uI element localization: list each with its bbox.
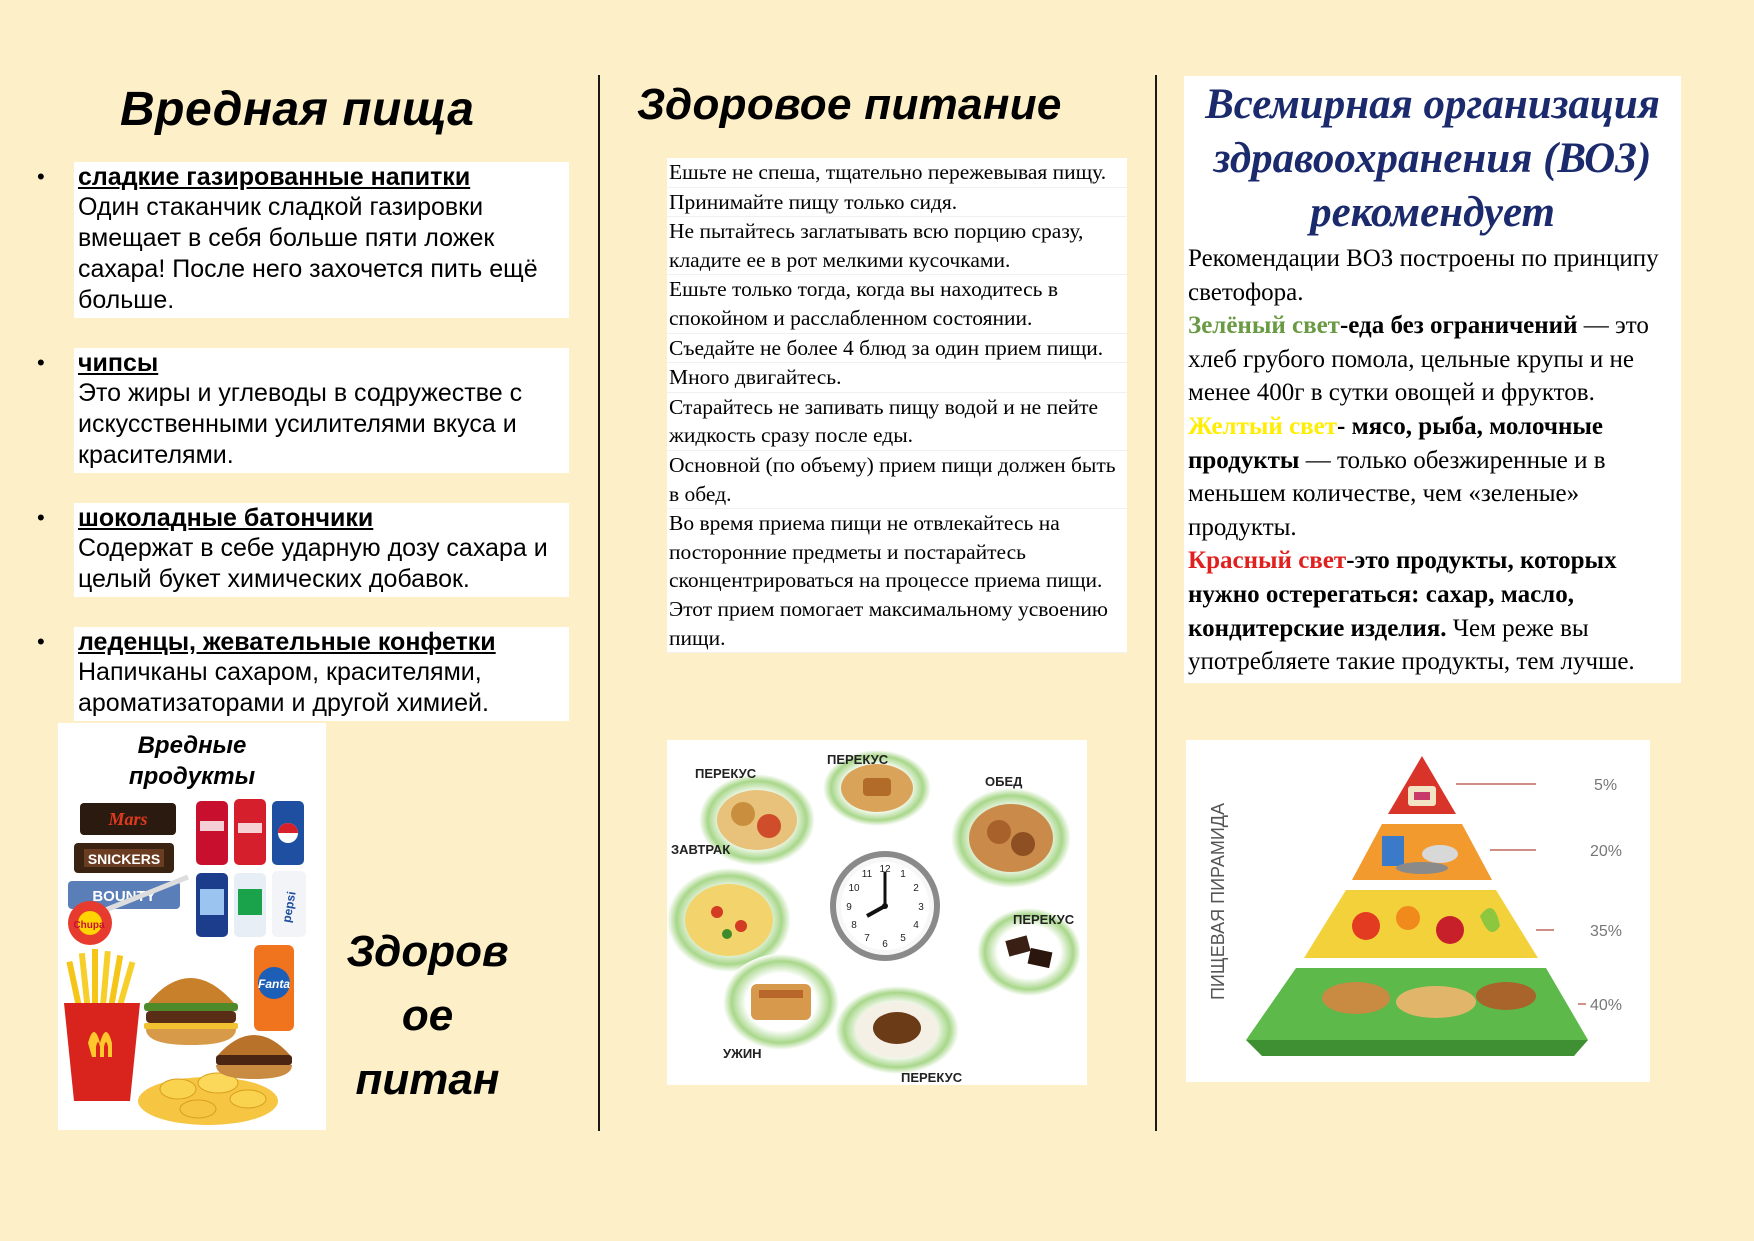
pyramid-percent: 5% [1594,777,1618,794]
meal-label: ОБЕД [985,774,1023,789]
svg-text:BOUNTY: BOUNTY [92,888,156,905]
pyramid-vegetables-level [1304,890,1538,958]
soda-can-icon [196,873,228,937]
item-description: Содержат в себе ударную дозу сахара и целый букет химических добавок. [78,534,548,593]
pyramid-protein-level [1352,824,1492,880]
who-title: Всемирная организация здравоохранения (ВОЗ) рекомендует [1205,81,1660,236]
title-fragment: ое [401,991,454,1040]
bullet: • [37,629,45,654]
item-description: Напичканы сахаром, красителями, ароматизаторами и другой химией. [78,658,489,717]
list-item [33,348,569,473]
title-fragment: Здоров [346,927,509,976]
bullet: • [37,164,45,189]
svg-text:8: 8 [851,920,857,931]
svg-text:SNICKERS: SNICKERS [87,851,161,867]
title-fragment: питан [355,1055,500,1104]
snickers-bar-icon [74,843,174,873]
dinner-plate-icon [723,954,839,1050]
list-item [33,162,569,318]
meal-schedule-illustration [667,740,1087,1085]
svg-text:12: 12 [879,864,891,875]
caption-line-2: продукты [128,763,256,790]
item-name: чипсы [78,349,159,377]
rule-item: Принимайте пищу только сидя. [667,188,1127,218]
soda-can-icon [234,873,266,937]
red-light-bold: -это продукты, которых нужно остерегаться: сахар, масло, кондитерские изделия. [1188,547,1617,642]
list-item [33,627,569,721]
rule-item: Ешьте только тогда, когда вы находитесь в спокойном и расслабленном состоянии. [667,275,1127,333]
pyramid-percent: 20% [1590,843,1623,860]
bullet: • [37,350,45,375]
item-name: леденцы, жевательные конфетки [78,628,496,656]
rule-item: Во время приема пищи не отвлекайтесь на посторонние предметы и постарайтесь сконцентрироваться на процессе приема пищи. Этот прием помогает максимальному усвоению пищи. [667,509,1127,653]
pyramid-top-level [1388,756,1456,814]
who-body [1184,240,1681,683]
svg-text:9: 9 [846,902,852,913]
svg-text:10: 10 [848,883,860,894]
fries-icon [64,949,140,1101]
eating-rules [667,158,1127,653]
meal-label: УЖИН [723,1046,762,1061]
column-divider-left [598,75,600,1131]
burger-icon [144,978,238,1045]
meal-label: ПЕРЕКУС [1013,912,1075,927]
burger-icon [216,1035,292,1079]
rule-item: Съедайте не более 4 блюд за один прием пищи. [667,334,1127,364]
list-item [33,503,569,597]
healthy-eating-vertical-title [340,920,515,1112]
yellow-light-text: — только обезжиренные и в меньшем количестве, чем «зеленые» продукты. [1188,446,1606,541]
green-light-label: Зелёный свет [1188,312,1340,340]
food-pyramid-image [1186,740,1650,1082]
item-description: Это жиры и углеводы в содружестве с искусственными усилителями вкуса и красителями. [78,379,523,469]
pyramid-percent: 35% [1590,923,1623,940]
svg-text:4: 4 [913,920,919,931]
red-light-text: Чем реже вы употребляете такие продукты, тем лучше. [1188,614,1635,676]
harmful-food-list [33,162,569,751]
caption-line-1: Вредные [137,732,247,759]
bullet: • [37,505,45,530]
svg-text:6: 6 [882,939,888,950]
pepsi-can-icon [272,871,306,937]
pyramid-side-label: ПИЩЕВАЯ ПИРАМИДА [1208,803,1228,1000]
column-divider-right [1155,75,1157,1131]
rule-item: Ешьте не спеша, тщательно пережевывая пищу. [667,158,1127,188]
item-name: шоколадные батончики [78,504,374,532]
item-description: Один стаканчик сладкой газировки вмещает в себя больше пяти ложек сахара! После него захочется пить ещё больше. [78,193,538,314]
green-light-text: — это хлеб грубого помола, цельные крупы и не менее 400г в сутки овощей и фруктов. [1188,312,1649,407]
svg-text:3: 3 [918,902,924,913]
rule-item: Не пытайтесь заглатывать всю порцию сразу, кладите ее в рот мелкими кусочками. [667,217,1127,275]
meal-label: ПЕРЕКУС [695,766,757,781]
svg-text:Fanta: Fanta [257,977,291,991]
meal-label: ПЕРЕКУС [827,752,889,767]
junk-food-caption [58,730,326,792]
meal-schedule-image [667,740,1087,1085]
meal-label: ПЕРЕКУС [901,1070,963,1085]
item-name: сладкие газированные напитки [78,163,471,191]
junk-food-illustration [58,793,326,1130]
food-pyramid-illustration [1186,740,1650,1082]
harmful-food-title: Вредная пища [120,83,475,136]
meal-label: ЗАВТРАК [671,842,731,857]
mars-bar-icon [80,803,176,835]
who-intro: Рекомендации ВОЗ построены по принципу светофора. [1188,245,1659,306]
green-light-bold: -еда без ограничений [1339,312,1578,340]
healthy-eating-title: Здоровое питание [637,80,1062,129]
fanta-can-icon [254,945,294,1031]
rule-item: Много двигайтесь. [667,363,1127,393]
svg-text:pepsi: pepsi [279,890,299,924]
svg-text:Mars: Mars [108,809,148,829]
cola-can-icon [234,799,266,865]
svg-text:1: 1 [900,869,906,880]
chips-icon [138,1073,278,1125]
rule-item: Старайтесь не запивать пищу водой и не пейте жидкость сразу после еды. [667,393,1127,451]
pepsi-can-icon [272,801,304,865]
svg-text:11: 11 [861,869,873,880]
svg-text:2: 2 [913,883,919,894]
yellow-light-bold: - мясо, рыба, молочные продукты [1188,412,1604,474]
lunch-plate-icon [951,788,1071,888]
pyramid-base-level [1246,968,1588,1056]
svg-text:5: 5 [900,933,906,944]
clock-icon [833,854,937,958]
red-light-label: Красный свет [1188,547,1347,575]
snack-cup-icon [835,986,959,1074]
svg-text:7: 7 [864,933,870,944]
pyramid-percent: 40% [1590,997,1623,1014]
rule-item: Основной (по объему) прием пищи должен быть в обед. [667,451,1127,509]
cola-can-icon [196,801,228,865]
who-recommendations [1184,76,1681,683]
junk-food-image [58,723,326,1130]
svg-text:Chupa: Chupa [73,920,105,931]
yellow-light-label: Желтый свет [1188,412,1337,440]
